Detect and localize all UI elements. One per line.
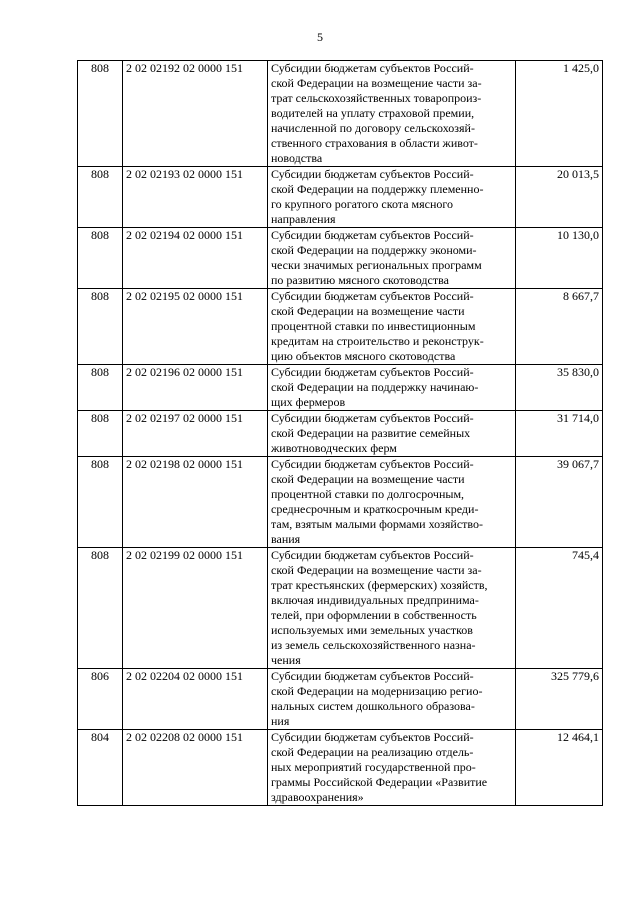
revenue-name-line: среднесрочным и краткосрочным креди- — [271, 502, 479, 516]
revenue-name-line: ской Федерации на поддержку экономи- — [271, 243, 477, 257]
revenue-name-line: трат крестьянских (фермерских) хозяйств, — [271, 578, 488, 592]
admin-code-cell: 808 — [78, 61, 123, 167]
revenue-name-line: Субсидии бюджетам субъектов Россий- — [271, 365, 474, 379]
table-row — [78, 365, 603, 411]
admin-code-cell: 808 — [78, 167, 123, 228]
revenue-name-line: Субсидии бюджетам субъектов Россий- — [271, 61, 474, 75]
revenue-code-cell: 2 02 02195 02 0000 151 — [123, 289, 268, 365]
revenue-name-line: Субсидии бюджетам субъектов Россий- — [271, 669, 474, 683]
amount-cell: 35 830,0 — [516, 365, 603, 411]
revenue-code-cell: 2 02 02196 02 0000 151 — [123, 365, 268, 411]
revenue-name-cell — [268, 61, 516, 167]
revenue-code-cell: 2 02 02192 02 0000 151 — [123, 61, 268, 167]
amount-cell: 39 067,7 — [516, 457, 603, 548]
table-row — [78, 730, 603, 806]
admin-code-cell: 808 — [78, 457, 123, 548]
revenue-name-line: по развитию мясного скотоводства — [271, 273, 449, 287]
amount-cell: 325 779,6 — [516, 669, 603, 730]
revenue-name-line: Субсидии бюджетам субъектов Россий- — [271, 228, 474, 242]
table-row — [78, 457, 603, 548]
revenue-name-cell — [268, 669, 516, 730]
revenue-name-cell — [268, 365, 516, 411]
table-row — [78, 669, 603, 730]
revenue-name-line: ных мероприятий государственной про- — [271, 760, 476, 774]
amount-cell: 1 425,0 — [516, 61, 603, 167]
revenue-name-line: используемых ими земельных участков — [271, 623, 473, 637]
revenue-name-line: водителей на уплату страховой премии, — [271, 106, 475, 120]
revenue-name-line: ской Федерации на модернизацию регио- — [271, 684, 483, 698]
revenue-code-cell: 2 02 02208 02 0000 151 — [123, 730, 268, 806]
revenue-name-cell — [268, 730, 516, 806]
revenue-name-line: чения — [271, 653, 301, 667]
revenue-name-line: кредитам на строительство и реконструк- — [271, 334, 484, 348]
revenue-name-line: го крупного рогатого скота мясного — [271, 197, 453, 211]
revenue-name-line: Субсидии бюджетам субъектов Россий- — [271, 167, 474, 181]
table-row — [78, 411, 603, 457]
revenue-name-line: щих фермеров — [271, 395, 346, 409]
revenue-name-line: там, взятым малыми формами хозяйство- — [271, 517, 483, 531]
revenue-name-line: трат сельскохозяйственных товаропроиз- — [271, 91, 482, 105]
revenue-name-cell — [268, 548, 516, 669]
revenue-name-line: цию объектов мясного скотоводства — [271, 349, 456, 363]
admin-code-cell: 808 — [78, 411, 123, 457]
table-row — [78, 228, 603, 289]
admin-code-cell: 808 — [78, 365, 123, 411]
revenue-code-cell: 2 02 02204 02 0000 151 — [123, 669, 268, 730]
page-number: 5 — [317, 30, 323, 44]
revenue-name-line: Субсидии бюджетам субъектов Россий- — [271, 457, 474, 471]
revenue-name-line: чески значимых региональных программ — [271, 258, 482, 272]
revenue-name-cell — [268, 411, 516, 457]
revenue-name-line: телей, при оформлении в собственность — [271, 608, 477, 622]
revenue-name-line: ственного страхования в области живот- — [271, 136, 478, 150]
revenue-name-line: ской Федерации на возмещение части — [271, 472, 465, 486]
revenue-name-line: животноводческих ферм — [271, 441, 397, 455]
table-row — [78, 289, 603, 365]
amount-cell: 10 130,0 — [516, 228, 603, 289]
revenue-name-line: граммы Российской Федерации «Развитие — [271, 775, 488, 789]
revenue-name-cell — [268, 289, 516, 365]
admin-code-cell: 804 — [78, 730, 123, 806]
revenue-name-line: включая индивидуальных предпринима- — [271, 593, 479, 607]
revenue-name-line: Субсидии бюджетам субъектов Россий- — [271, 411, 474, 425]
revenue-name-line: начисленной по договору сельскохозяй- — [271, 121, 475, 135]
revenue-name-line: Субсидии бюджетам субъектов Россий- — [271, 548, 474, 562]
revenue-name-line: из земель сельскохозяйственного назна- — [271, 638, 476, 652]
revenue-name-line: ской Федерации на возмещение части — [271, 304, 465, 318]
revenue-name-line: Субсидии бюджетам субъектов Россий- — [271, 730, 474, 744]
admin-code-cell: 808 — [78, 289, 123, 365]
admin-code-cell: 808 — [78, 548, 123, 669]
table-body — [78, 61, 603, 806]
revenue-name-line: ской Федерации на развитие семейных — [271, 426, 471, 440]
revenue-code-cell: 2 02 02198 02 0000 151 — [123, 457, 268, 548]
revenue-name-line: ния — [271, 714, 290, 728]
revenue-name-cell — [268, 228, 516, 289]
amount-cell: 8 667,7 — [516, 289, 603, 365]
amount-cell: 745,4 — [516, 548, 603, 669]
revenue-code-cell: 2 02 02199 02 0000 151 — [123, 548, 268, 669]
revenue-name-line: ской Федерации на поддержку племенно- — [271, 182, 484, 196]
revenue-name-line: ской Федерации на поддержку начинаю- — [271, 380, 479, 394]
revenue-name-line: новодства — [271, 151, 323, 165]
revenue-name-line: процентной ставки по инвестиционным — [271, 319, 476, 333]
table-row — [78, 61, 603, 167]
revenue-name-cell — [268, 167, 516, 228]
revenue-name-line: направления — [271, 212, 336, 226]
admin-code-cell: 806 — [78, 669, 123, 730]
amount-cell: 31 714,0 — [516, 411, 603, 457]
budget-revenue-table — [77, 60, 603, 806]
revenue-name-cell — [268, 457, 516, 548]
revenue-name-line: нальных систем дошкольного образова- — [271, 699, 475, 713]
revenue-code-cell: 2 02 02194 02 0000 151 — [123, 228, 268, 289]
admin-code-cell: 808 — [78, 228, 123, 289]
revenue-name-line: Субсидии бюджетам субъектов Россий- — [271, 289, 474, 303]
revenue-code-cell: 2 02 02197 02 0000 151 — [123, 411, 268, 457]
table-row — [78, 548, 603, 669]
revenue-name-line: ской Федерации на реализацию отдель- — [271, 745, 474, 759]
amount-cell: 20 013,5 — [516, 167, 603, 228]
revenue-name-line: вания — [271, 532, 301, 546]
revenue-name-line: ской Федерации на возмещение части за- — [271, 563, 482, 577]
revenue-name-line: процентной ставки по долгосрочным, — [271, 487, 465, 501]
amount-cell: 12 464,1 — [516, 730, 603, 806]
revenue-name-line: здравоохранения» — [271, 790, 364, 804]
table-row — [78, 167, 603, 228]
revenue-code-cell: 2 02 02193 02 0000 151 — [123, 167, 268, 228]
revenue-name-line: ской Федерации на возмещение части за- — [271, 76, 482, 90]
